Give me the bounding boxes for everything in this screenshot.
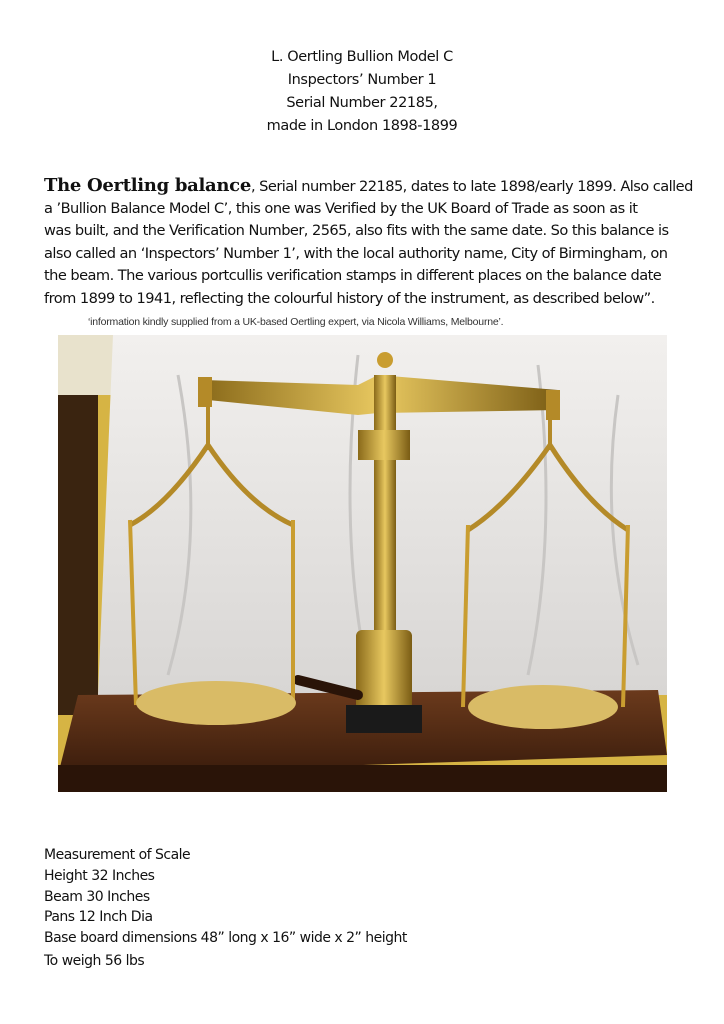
document-header (0, 46, 724, 138)
measurements-section (44, 845, 407, 972)
measurements-title: Measurement of Scale (44, 847, 191, 863)
header-line: L. Oertling Bullion Model C (271, 49, 453, 65)
measurement-item: To weigh 56 lbs (44, 952, 145, 969)
header-line: Serial Number 22185, (286, 95, 438, 111)
measurement-item: Beam 30 Inches (44, 888, 150, 905)
paragraph-line: from 1899 to 1941, reflecting the colourful history of the instrument, as described below”. (44, 289, 655, 307)
paragraph-line: a ’Bullion Balance Model C’, this one was Verified by the UK Board of Trade as soon as it (44, 199, 638, 217)
paragraph-line: also called an ‘Inspectors’ Number 1’, with the local authority name, City of Birmingham, on (44, 244, 668, 262)
lead-heading: The Oertling balance (44, 175, 251, 196)
measurement-item: Base board dimensions 48” long x 16” wide x 2” height (44, 930, 407, 947)
description-paragraph (44, 175, 693, 311)
paragraph-line: was built, and the Verification Number, 2565, also fits with the same date. So this balance is (44, 222, 669, 240)
paragraph-line: the beam. The various portcullis verification stamps in different places on the balance date (44, 267, 662, 285)
balance-photo (58, 335, 667, 792)
header-line: made in London 1898-1899 (266, 118, 458, 134)
balance-photo-illustration (58, 335, 667, 792)
attribution-note: ‘information kindly supplied from a UK-based Oertling expert, via Nicola Williams, Melbourne’. (88, 316, 504, 328)
measurement-item: Pans 12 Inch Dia (44, 909, 153, 926)
paragraph-line: , Serial number 22185, dates to late 1898/early 1899. Also called (251, 178, 693, 195)
header-line: Inspectors’ Number 1 (287, 72, 437, 88)
measurement-item: Height 32 Inches (44, 867, 155, 884)
